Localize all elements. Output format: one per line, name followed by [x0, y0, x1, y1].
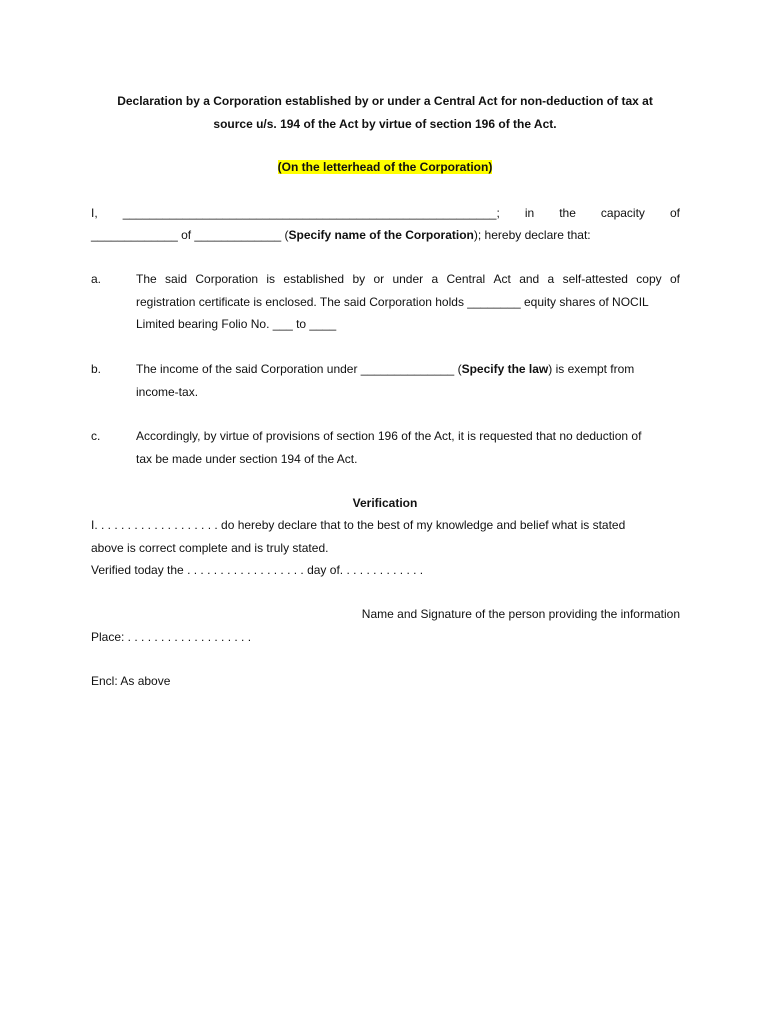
- item-a-line-3: Limited bearing Folio No. ___ to ____: [136, 317, 337, 331]
- intro-word: capacity: [600, 206, 645, 220]
- item-a-word: and: [519, 272, 540, 286]
- document-title-line-1: Declaration by a Corporation established by or under a Central Act for non-deduction of tax at: [117, 94, 653, 108]
- intro-line-2-pre: _____________ of _____________ (: [91, 228, 289, 242]
- place-line: Place: . . . . . . . . . . . . . . . . . . .: [91, 630, 252, 644]
- item-a-word: said: [165, 272, 188, 286]
- item-a-word: by: [352, 272, 366, 286]
- item-a-word: established: [283, 272, 345, 286]
- enclosure-line: Encl: As above: [91, 674, 171, 688]
- intro-word: in: [524, 206, 535, 220]
- intro-word: the: [559, 206, 576, 220]
- item-c-line-2: tax be made under section 194 of the Act.: [136, 452, 358, 466]
- item-b-line-2: income-tax.: [136, 385, 199, 399]
- item-a-word: Act: [493, 272, 511, 286]
- item-a-line-1: [136, 272, 680, 286]
- verification-line-2: above is correct complete and is truly stated.: [91, 541, 329, 555]
- item-b-letter: b.: [91, 362, 102, 376]
- item-a-word: of: [669, 272, 680, 286]
- item-a-word: self-attested: [562, 272, 628, 286]
- letterhead-note-wrapper: [0, 160, 770, 174]
- intro-line-2: [91, 228, 591, 242]
- item-a-letter: a.: [91, 272, 102, 286]
- intro-line-1: [91, 206, 680, 220]
- item-b-line-1-post: ) is exempt from: [548, 362, 635, 376]
- item-a-word: The: [136, 272, 157, 286]
- verification-date-line: Verified today the . . . . . . . . . . . . . . . . . . day of. . . . . . . . . . . . .: [91, 563, 424, 577]
- signature-caption: Name and Signature of the person providing the information: [361, 607, 680, 621]
- letterhead-note: (On the letterhead of the Corporation): [277, 160, 493, 174]
- item-a-line-2: registration certificate is enclosed. The said Corporation holds ________ equity shares of NOCIL: [136, 295, 649, 309]
- item-c-line-1: Accordingly, by virtue of provisions of section 196 of the Act, it is requested that no deduction of: [136, 429, 642, 443]
- item-a-word: or: [373, 272, 385, 286]
- item-a-word: copy: [636, 272, 662, 286]
- intro-word: I,: [91, 206, 98, 220]
- intro-word: of: [669, 206, 680, 220]
- item-a-word: a: [547, 272, 555, 286]
- item-a-word: Corporation: [195, 272, 259, 286]
- item-b-line-1: [136, 362, 634, 376]
- item-b-line-1-pre: The income of the said Corporation under ______________ (: [136, 362, 462, 376]
- intro-blank-name: ________________________________________________________;: [122, 206, 500, 220]
- verification-heading: Verification: [352, 496, 418, 510]
- item-a-word: under: [392, 272, 424, 286]
- item-a-word: Central: [446, 272, 486, 286]
- item-a-word: a: [431, 272, 439, 286]
- document-title-line-2: source u/s. 194 of the Act by virtue of section 196 of the Act.: [213, 117, 557, 131]
- item-c-letter: c.: [91, 429, 101, 443]
- verification-line-1: I. . . . . . . . . . . . . . . . . . . do hereby declare that to the best of my knowledge and belief what is stated: [91, 518, 626, 532]
- specify-law: Specify the law: [461, 362, 549, 376]
- specify-corporation-name: Specify name of the Corporation: [288, 228, 474, 242]
- item-a-word: is: [266, 272, 276, 286]
- intro-line-2-post: ); hereby declare that:: [473, 228, 591, 242]
